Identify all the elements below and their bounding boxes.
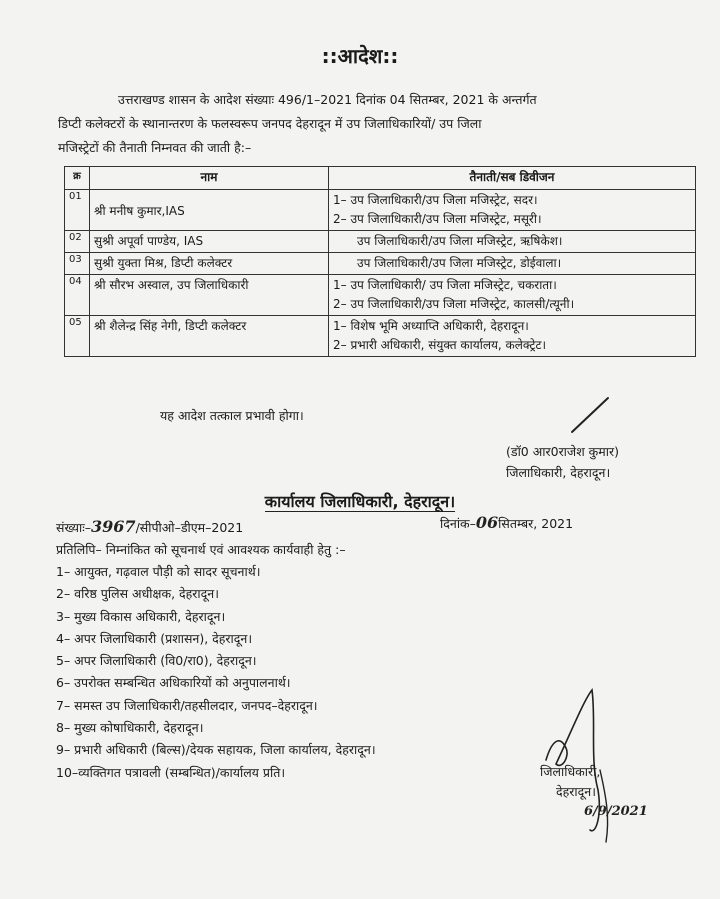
row-name: श्री सौरभ अस्वाल, उप जिलाधिकारी [90,275,329,316]
row-sn: 02 [65,231,90,253]
row-sn: 04 [65,275,90,316]
posting-line: 1– विशेष भूमि अध्याप्ति अधिकारी, देहरादून। [333,319,529,333]
date-prefix: दिनांक– [440,516,476,531]
header-name: नाम [90,167,329,190]
order-heading: ::आदेश:: [321,44,399,68]
closing-title: जिलाधिकारी, [540,764,601,779]
closing-place: देहरादून। [556,784,596,799]
list-item: 5– अपर जिलाधिकारी (वि0/रा0), देहरादून। [56,653,257,669]
office-heading-text: कार्यालय जिलाधिकारी, देहरादून। [264,492,456,511]
reference-handwritten-number: 3967 [91,517,136,536]
row-name: श्री शैलेन्द्र सिंह नेगी, डिप्टी कलेक्टर [90,316,329,357]
list-item: 8– मुख्य कोषाधिकारी, देहरादून। [56,720,204,736]
row-name: श्री मनीष कुमार,IAS [90,190,329,231]
list-item: 4– अपर जिलाधिकारी (प्रशासन), देहरादून। [56,630,253,646]
copy-intro: प्रतिलिपि– निम्नांकित को सूचनार्थ एवं आवश्यक कार्यवाही हेतु :– [56,542,346,557]
signatory-name: (डॉ0 आर0राजेश कुमार) [506,444,619,459]
posting-line: 2– प्रभारी अधिकारी, संयुक्त कार्यालय, कलेक्ट्रेट। [333,338,547,352]
posting-line: उप जिलाधिकारी/उप जिला मजिस्ट्रेट, ऋषिकेश। [357,234,563,248]
intro-line: डिप्टी कलेक्टरों के स्थानान्तरण के फलस्वरूप जनपद देहरादून में उप जिलाधिकारियों/ उप जिला [58,116,482,131]
signatory-title: जिलाधिकारी, देहरादून। [506,465,611,480]
list-item: 1– आयुक्त, गढ़वाल पौड़ी को सादर सूचनार्थ। [56,564,261,579]
row-name: सुश्री युक्ता मिश्र, डिप्टी कलेक्टर [90,253,329,275]
posting-line: 1– उप जिलाधिकारी/ उप जिला मजिस्ट्रेट, चकराता। [333,278,557,292]
closing-date-handwritten: 6/9/2021 [584,804,648,819]
closing-signature [540,762,648,822]
intro-line: उत्तराखण्ड शासन के आदेश संख्याः 496/1–2021 दिनांक 04 सितम्बर, 2021 के अन्तर्गत [118,92,537,107]
reference-prefix: संख्याः– [56,520,92,535]
list-item: 6– उपरोक्त सम्बन्धित अधिकारियों को अनुपालनार्थ। [56,675,291,691]
copy-list [56,561,376,784]
reference-date [440,513,573,532]
header-posting: तैनाती/सब डिवीजन [329,167,696,190]
row-sn: 03 [65,253,90,275]
row-name: सुश्री अपूर्वा पाण्डेय, IAS [90,231,329,253]
signature-stroke [572,398,608,432]
row-sn: 01 [65,190,90,231]
header-sn: क्र [65,167,90,190]
posting-line: 2– उप जिलाधिकारी/उप जिला मजिस्ट्रेट, कालसी/त्यूनी। [333,297,575,311]
date-suffix: सितम्बर, 2021 [498,516,574,531]
effect-line: यह आदेश तत्काल प्रभावी होगा। [160,408,304,423]
reference-number [56,517,243,536]
posting-line: 2– उप जिलाधिकारी/उप जिला मजिस्ट्रेट, मसूरी। [333,212,542,226]
posting-line: उप जिलाधिकारी/उप जिला मजिस्ट्रेट, डोईवाला। [357,256,562,270]
list-item: 3– मुख्य विकास अधिकारी, देहरादून। [56,608,226,624]
date-handwritten: 06 [475,513,499,532]
row-sn: 05 [65,316,90,357]
signatory-block [506,441,619,483]
list-item: 7– समस्त उप जिलाधिकारी/तहसीलदार, जनपद–देहरादून। [56,697,318,713]
list-item: 2– वरिष्ठ पुलिस अधीक्षक, देहरादून। [56,586,219,602]
reference-suffix: /सीपीओ–डीएम–2021 [135,520,244,535]
office-heading [0,490,720,512]
intro-line: मजिस्ट्रेटों की तैनाती निम्नवत की जाती है:– [58,140,252,155]
list-item: 10–व्यक्तिगत पत्रावली (सम्बन्धित)/कार्यालय प्रति। [56,764,286,780]
posting-line: 1– उप जिलाधिकारी/उप जिला मजिस्ट्रेट, सदर। [333,193,538,207]
list-item: 9– प्रभारी अधिकारी (बिल्स)/देयक सहायक, जिला कार्यालय, देहरादून। [56,742,376,758]
